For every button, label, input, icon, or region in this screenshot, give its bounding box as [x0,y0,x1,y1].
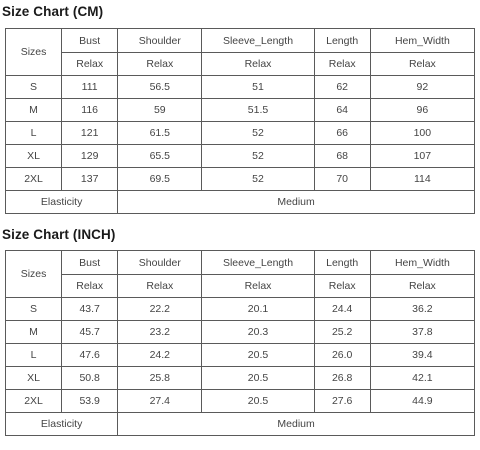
size-label: M [6,99,62,122]
fit-cell: Relax [62,53,118,76]
fit-cell: Relax [118,275,202,298]
size-label: 2XL [6,390,62,413]
size-label: 2XL [6,168,62,191]
column-header-sleeve-length: Sleeve_Length [202,251,314,275]
value-cell: 26.0 [314,344,370,367]
value-cell: 36.2 [370,298,474,321]
value-cell: 50.8 [62,367,118,390]
value-cell: 24.2 [118,344,202,367]
column-header-length: Length [314,29,370,53]
value-cell: 20.5 [202,367,314,390]
fit-row [6,53,475,76]
value-cell: 25.8 [118,367,202,390]
table-row [6,367,475,390]
size-label: M [6,321,62,344]
column-header-shoulder: Shoulder [118,29,202,53]
elasticity-label: Elasticity [6,191,118,214]
value-cell: 51.5 [202,99,314,122]
fit-cell: Relax [314,53,370,76]
value-cell: 27.6 [314,390,370,413]
value-cell: 116 [62,99,118,122]
size-label: XL [6,145,62,168]
table-row [6,76,475,99]
column-header-hem-width: Hem_Width [370,251,474,275]
value-cell: 39.4 [370,344,474,367]
value-cell: 69.5 [118,168,202,191]
value-cell: 68 [314,145,370,168]
value-cell: 56.5 [118,76,202,99]
fit-cell: Relax [202,275,314,298]
table-row [6,298,475,321]
value-cell: 44.9 [370,390,474,413]
value-cell: 22.2 [118,298,202,321]
size-label: S [6,76,62,99]
size-label: L [6,122,62,145]
value-cell: 26.8 [314,367,370,390]
value-cell: 70 [314,168,370,191]
value-cell: 96 [370,99,474,122]
value-cell: 20.3 [202,321,314,344]
table-row [6,390,475,413]
value-cell: 42.1 [370,367,474,390]
table-row [6,344,475,367]
value-cell: 65.5 [118,145,202,168]
value-cell: 64 [314,99,370,122]
size-chart-cm-title: Size Chart (CM) [2,4,104,19]
fit-row [6,275,475,298]
value-cell: 24.4 [314,298,370,321]
value-cell: 23.2 [118,321,202,344]
size-chart-inch-title: Size Chart (INCH) [2,227,116,242]
column-header-length: Length [314,251,370,275]
fit-cell: Relax [314,275,370,298]
column-header-hem-width: Hem_Width [370,29,474,53]
fit-cell: Relax [202,53,314,76]
value-cell: 114 [370,168,474,191]
value-cell: 137 [62,168,118,191]
elasticity-row [6,413,475,436]
value-cell: 45.7 [62,321,118,344]
elasticity-label: Elasticity [6,413,118,436]
value-cell: 20.1 [202,298,314,321]
value-cell: 51 [202,76,314,99]
value-cell: 25.2 [314,321,370,344]
elasticity-value: Medium [118,413,475,436]
value-cell: 52 [202,145,314,168]
fit-cell: Relax [370,275,474,298]
table-header-row [6,251,475,275]
table-header-row [6,29,475,53]
elasticity-value: Medium [118,191,475,214]
size-label: XL [6,367,62,390]
value-cell: 61.5 [118,122,202,145]
value-cell: 111 [62,76,118,99]
table-row [6,168,475,191]
fit-cell: Relax [118,53,202,76]
value-cell: 129 [62,145,118,168]
size-chart-cm-table [5,28,475,214]
value-cell: 47.6 [62,344,118,367]
value-cell: 107 [370,145,474,168]
elasticity-row [6,191,475,214]
value-cell: 37.8 [370,321,474,344]
value-cell: 59 [118,99,202,122]
sizes-header: Sizes [6,251,62,298]
value-cell: 43.7 [62,298,118,321]
value-cell: 121 [62,122,118,145]
value-cell: 52 [202,168,314,191]
column-header-shoulder: Shoulder [118,251,202,275]
value-cell: 100 [370,122,474,145]
column-header-bust: Bust [62,251,118,275]
value-cell: 66 [314,122,370,145]
value-cell: 20.5 [202,344,314,367]
value-cell: 92 [370,76,474,99]
size-label: S [6,298,62,321]
value-cell: 27.4 [118,390,202,413]
size-chart-inch-table [5,250,475,436]
fit-cell: Relax [370,53,474,76]
value-cell: 52 [202,122,314,145]
size-label: L [6,344,62,367]
table-row [6,99,475,122]
column-header-sleeve-length: Sleeve_Length [202,29,314,53]
value-cell: 53.9 [62,390,118,413]
sizes-header: Sizes [6,29,62,76]
table-row [6,321,475,344]
column-header-bust: Bust [62,29,118,53]
fit-cell: Relax [62,275,118,298]
table-row [6,145,475,168]
value-cell: 20.5 [202,390,314,413]
value-cell: 62 [314,76,370,99]
table-row [6,122,475,145]
